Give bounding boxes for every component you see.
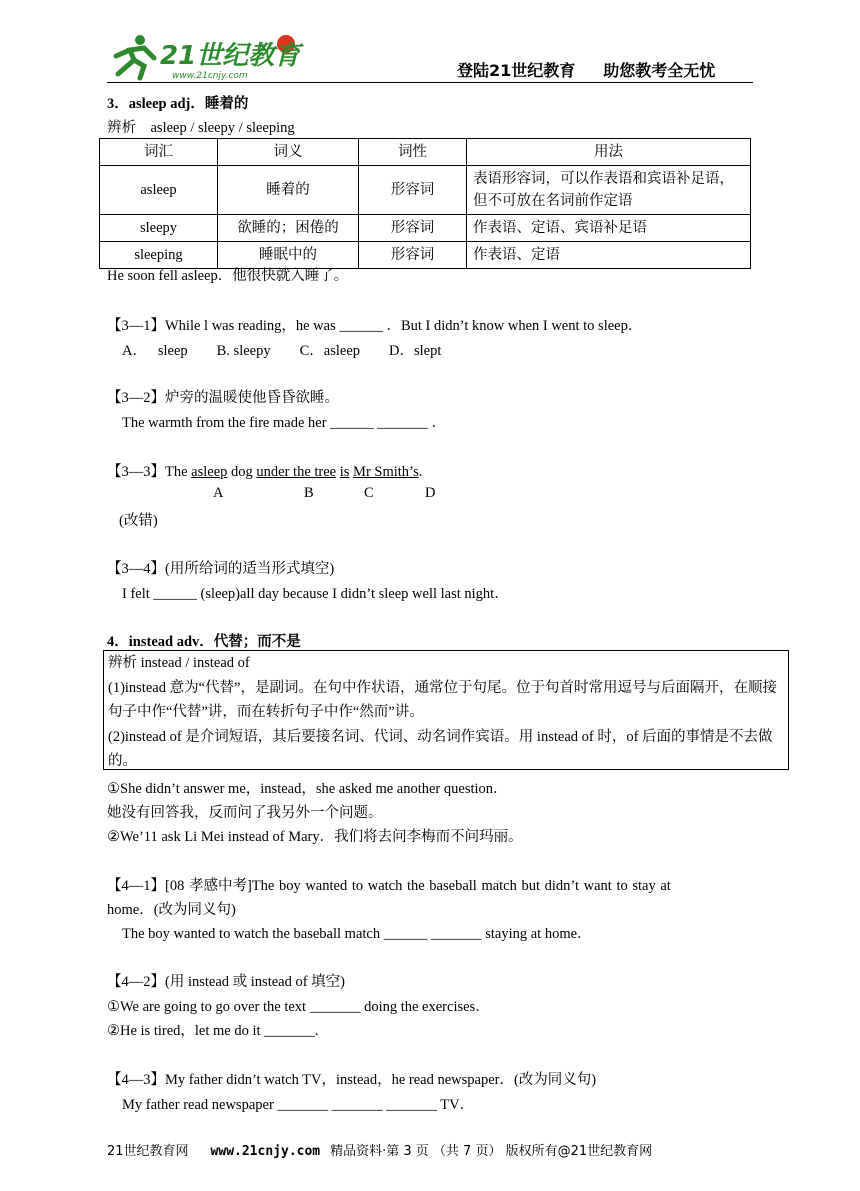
label-d: D [425,485,436,501]
slogan-right: 助您教考全无忧 [603,61,716,80]
table-cell: 睡眠中的 [218,242,359,269]
label-b: B [304,485,314,501]
header-slogan [457,58,715,81]
analysis-box-title: 辨析 instead / instead of [108,655,250,671]
table-header-cell: 词性 [359,139,467,166]
table-header-cell: 词汇 [100,139,218,166]
table-cell: 作表语、定语、宾语补足语 [467,215,751,242]
question-3-2: 【3—2】炉旁的温暖使他昏昏欲睡。 [107,390,339,406]
example-1-translation: 她没有回答我，反而问了我另外一个问题。 [107,805,383,821]
footer-left: 21世纪教育网 [107,1144,189,1159]
question-3-3-note: (改错) [119,513,158,529]
question-3-3: 【3—3】The asleep dog under the tree is Mr Smith’s. [107,464,423,480]
segment-a: asleep [191,464,228,480]
question-3-1: 【3—1】While l was reading，he was ______ ．But I didn’t know when I went to sleep． [107,318,643,334]
example-1: ①She didn’t answer me，instead，she asked me another question． [107,781,508,797]
segment-b: under the tree [256,464,337,480]
question-4-1-cont: home．(改为同义句) [107,902,236,918]
table-cell: 形容词 [359,242,467,269]
table-cell: 睡着的 [218,166,359,215]
page-footer [107,1140,652,1159]
vocab-table [99,138,751,269]
table-cell: asleep [100,166,218,215]
table-cell: 形容词 [359,166,467,215]
site-logo [110,30,310,84]
question-3-2-blank: The warmth from the fire made her ______ _______ ． [122,415,447,431]
table-header-cell: 词义 [218,139,359,166]
analysis-box [103,650,789,770]
section3-heading: 3．asleep adj．睡着的 [107,96,249,112]
question-3-1-options: A． sleep B. sleepy C．asleep D．slept [122,343,442,359]
section3-example: He soon fell asleep．他很快就入睡了。 [107,268,349,284]
question-4-2: 【4—2】(用 instead 或 instead of 填空) [107,974,346,990]
question-3-4-blank: I felt ______ (sleep)all day because I didn’t sleep well last night． [122,586,509,602]
segment-d: Mr Smith’s [353,464,419,480]
question-4-3: 【4—3】My father didn’t watch TV，instead，he read newspaper．(改为同义句) [107,1072,597,1088]
question-4-2-a: ①We are going to go over the text _______ doing the exercises． [107,999,490,1015]
header-divider [107,82,753,83]
question-3-4: 【3—4】(用所给词的适当形式填空) [107,561,335,577]
table-row [100,215,751,242]
table-header-cell: 用法 [467,139,751,166]
question-4-2-b: ②He is tired，let me do it _______. [107,1023,319,1039]
footer-site-link[interactable]: www.21cnjy.com [210,1144,321,1159]
analysis-box-paragraph-1: (1)instead 意为“代替”，是副词。在句中作状语，通常位于句尾。位于句首时常用逗号与后面隔开，在顺接句子中作“代替”讲，而在转折句子中作“然而”讲。 [108,679,777,720]
table-cell: 表语形容词，可以作表语和宾语补足语，但不可放在名词前作定语 [467,166,751,215]
segment-c: is [339,464,350,480]
section3-analysis-label: 辨析 asleep / sleepy / sleeping [107,120,295,136]
table-row [100,166,751,215]
svg-text:www.21cnjy.com: www.21cnjy.com [172,71,248,81]
label-a: A [213,485,224,501]
table-cell: 欲睡的；困倦的 [218,215,359,242]
runner-icon [116,35,154,78]
table-cell: 形容词 [359,215,467,242]
label-c: C [364,485,374,501]
svg-text:21世纪教育: 21世纪教育 [160,41,301,71]
footer-right: 精品资料·第 3 页 （共 7 页） 版权所有@21世纪教育网 [330,1144,653,1159]
slogan-left: 登陆21世纪教育 [457,61,576,80]
table-cell: 作表语、定语 [467,242,751,269]
question-4-1-blank: The boy wanted to watch the baseball match ______ _______ staying at home． [122,926,592,942]
table-header-row [100,139,751,166]
table-cell: sleepy [100,215,218,242]
section4-heading: 4．instead adv．代替；而不是 [107,634,301,650]
question-4-1: 【4—1】[08 孝感中考]The boy wanted to watch the baseball match but didn’t want to stay at [107,878,671,894]
table-cell: sleeping [100,242,218,269]
example-2: ②We’11 ask Li Mei instead of Mary．我们将去问李梅而不问玛丽。 [107,829,523,845]
analysis-box-paragraph-2: (2)instead of 是介词短语，其后要接名词、代词、动名词作宾语。用 instead of 时，of 后面的事情是不去做的。 [108,728,773,769]
question-4-3-blank: My father read newspaper _______ _______ _______ TV． [122,1097,475,1113]
